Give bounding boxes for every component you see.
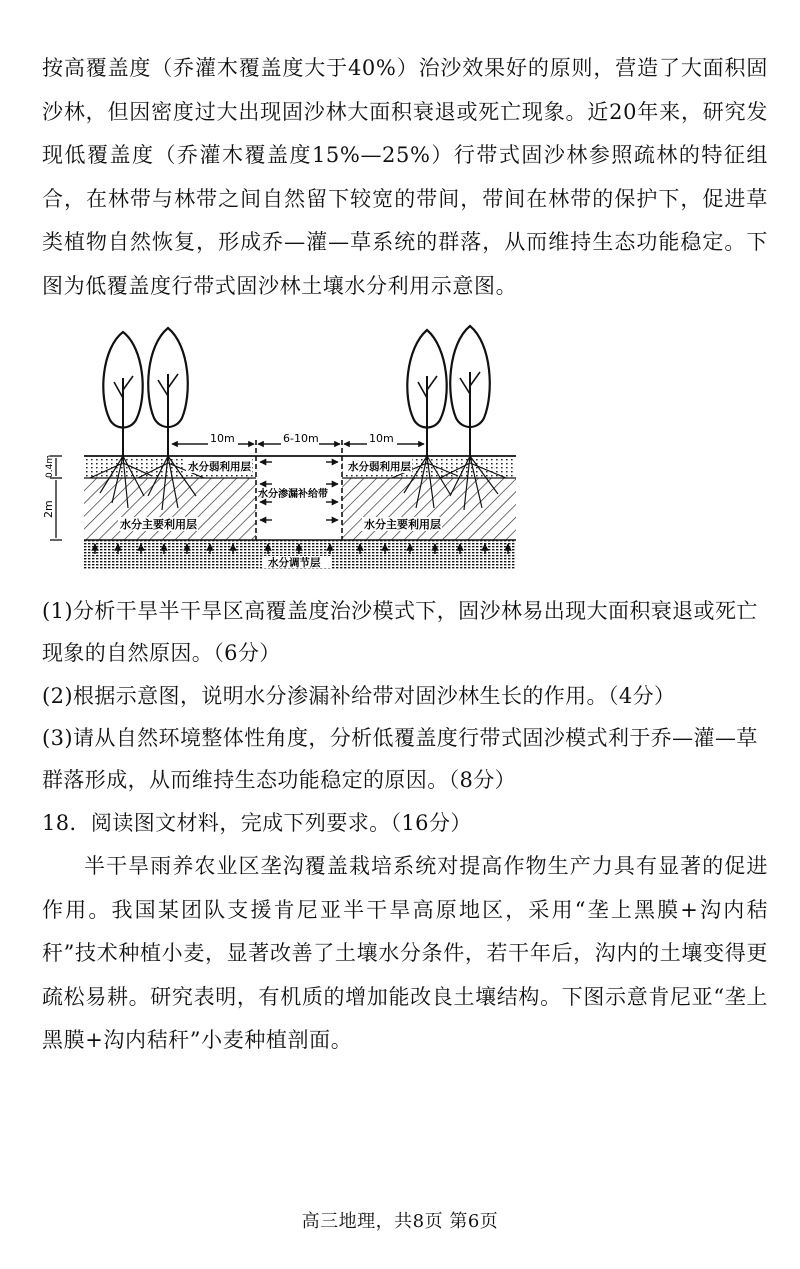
layer-main-right: 水分主要利用层 bbox=[364, 518, 441, 531]
depth-label-main: 2m bbox=[42, 500, 55, 518]
width-label-right: 10m bbox=[369, 432, 394, 445]
question-1: (1)分析干旱半干旱区高覆盖度治沙模式下，固沙林易出现大面积衰退或死亡现象的自然原因。（6分） bbox=[42, 599, 758, 665]
depth-label-top: 0.4m bbox=[45, 454, 55, 478]
soil-water-diagram bbox=[40, 318, 520, 580]
layer-regulation: 水分调节层 bbox=[268, 557, 321, 569]
layer-weak-right: 水分弱利用层 bbox=[348, 461, 411, 473]
question-18-paragraph: 半干旱雨养农业区垄沟覆盖栽培系统对提高作物生产力具有显著的促进作用。我国某团队支援肯尼亚半干旱高原地区，采用“垄上黑膜+沟内秸秆”技术种植小麦，显著改善了土壤水分条件，若干年后，沟内的土壤变得更疏松易耕。研究表明，有机质的增加能改良土壤结构。下图示意肯尼亚“垄上黑膜+沟内秸秆”小麦种植剖面。 bbox=[42, 854, 768, 1053]
intro-paragraph: 按高覆盖度（乔灌木覆盖度大于40%）治沙效果好的原则，营造了大面积固沙林，但因密度过大出现固沙林大面积衰退或死亡现象。近20年来，研究发现低覆盖度（乔灌木覆盖度15%—25%）行带式固沙林参照疏林的特征组合，在林带与林带之间自然留下较宽的带间，带间在林带的保护下，促进草类植物自然恢复，形成乔—灌—草系统的群落，从而维持生态功能稳定。下图为低覆盖度行带式固沙林土壤水分利用示意图。 bbox=[42, 56, 768, 298]
question-3: (3)请从自然环境整体性角度，分析低覆盖度行带式固沙模式利于乔—灌—草群落形成，从而维持生态功能稳定的原因。（8分） bbox=[42, 726, 758, 792]
layer-main-left: 水分主要利用层 bbox=[120, 518, 197, 531]
layer-weak-left: 水分弱利用层 bbox=[188, 461, 251, 473]
question-2: (2)根据示意图，说明水分渗漏补给带对固沙林生长的作用。（4分） bbox=[42, 684, 676, 708]
question-18-heading: 18．阅读图文材料，完成下列要求。（16分） bbox=[42, 811, 472, 835]
page-footer: 高三地理，共8页 第6页 bbox=[301, 1211, 499, 1232]
layer-seepage: 水分渗漏补给带 bbox=[258, 489, 328, 500]
tree-group-right bbox=[407, 326, 489, 456]
width-label-left: 10m bbox=[210, 432, 235, 445]
width-label-middle: 6-10m bbox=[283, 432, 319, 445]
tree-group-left bbox=[103, 328, 187, 456]
